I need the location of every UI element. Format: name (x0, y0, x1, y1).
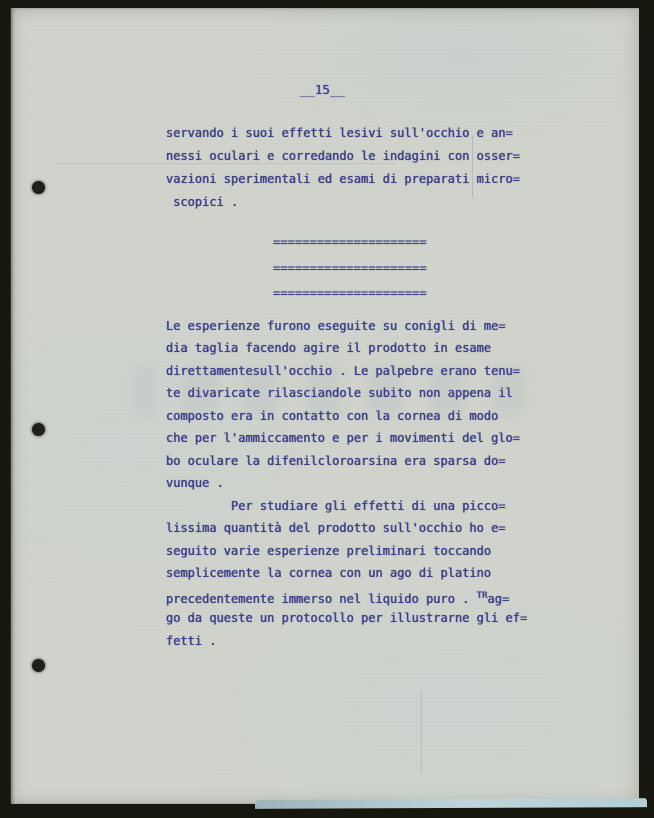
text-line: vunque . (166, 476, 224, 490)
text-line: nessi oculari e corredando le indagini con osser= (166, 149, 521, 163)
text-line: seguito varie esperienze preliminari toccando (166, 543, 492, 558)
paragraph-body (166, 315, 639, 653)
under-sheet-edge (255, 798, 647, 809)
text-line: dia taglia facendo agire il prodotto in esame (166, 341, 492, 355)
text-line: servando i suoi effetti lesivi sull'occhio e an= (166, 126, 513, 140)
text-line: composto era in contatto con la cornea di modo (166, 408, 499, 423)
page-number: __15__ (300, 83, 346, 97)
crease-line-vertical-bottom (421, 690, 422, 774)
text-line: semplicemente la cornea con un ago di platino (166, 566, 492, 580)
document-page (10, 8, 639, 804)
text-line: precedentemente immerso nel liquido puro . $^{TR}$ag= (166, 590, 510, 606)
text-line: bo oculare la difenilcloroarsina era sparsa do= (166, 453, 506, 468)
crease-line-vertical-top (472, 136, 473, 198)
text-line: lissima quantità del prodotto sull'occhio ho e= (166, 521, 506, 535)
text-line: Le esperienze furono eseguite su conigli di me= (166, 318, 506, 333)
punch-hole (32, 659, 45, 672)
text-line: scopici . (166, 195, 239, 209)
text-line: ===================== (273, 260, 427, 275)
text-line: ===================== (273, 235, 427, 249)
superscript-correction: TR (476, 590, 488, 601)
punch-hole (32, 423, 45, 436)
text-line: Per studiare gli effetti di una picco= (166, 498, 506, 513)
punch-hole (32, 181, 45, 194)
text-line: direttamentesull'occhio . Le palpebre erano tenu= (166, 363, 521, 378)
separator-lines (273, 230, 639, 307)
crease-line-horizontal (56, 163, 396, 164)
text-line: fetti . (166, 633, 217, 648)
text-line: che per l'ammiccamento e per i movimenti del glo= (166, 431, 521, 445)
text-line: te divaricate rilasciandole subito non appena il (166, 386, 513, 400)
paragraph-opening (166, 122, 639, 214)
text-line: go da queste un protocollo per illustrarne gli ef= (166, 611, 528, 625)
text-line: vazioni sperimentali ed esami di preparati micro= (166, 172, 521, 186)
text-line: ===================== (273, 286, 427, 300)
